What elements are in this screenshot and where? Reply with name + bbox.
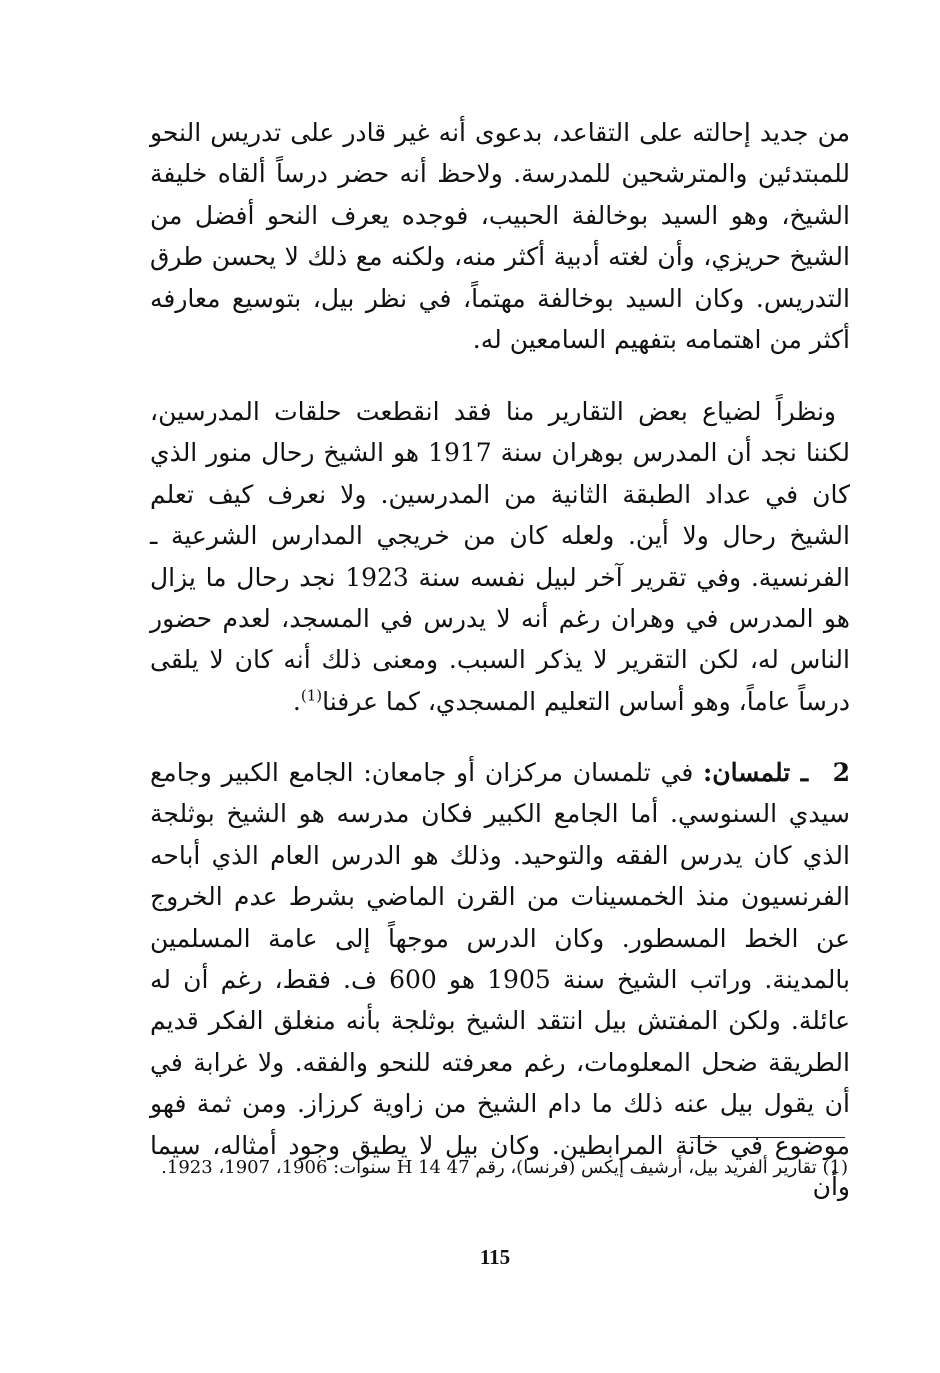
paragraph-3-body bbox=[150, 752, 850, 1207]
paragraph-1-text: من جديد إحالته على التقاعد، بدعوى أنه غير قادر على تدريس النحو للمبتدئين والمترشحين للمدرسة. ولاحظ أنه حضر درساً ألقاه خليفة الشيخ، وهو السيد بوخالفة الحبيب، فوجده يعرف النحو أفضل من الشيخ حريزي، وأن لغته أدبية أكثر منه، ولكنه مع ذلك لا يحسن طرق التدريس. وكان السيد بوخالفة مهتماً، في نظر بيل، بتوسيع معارفه أكثر من اهتمامه بتفهيم السامعين له. bbox=[150, 118, 850, 355]
paragraph-2-indent bbox=[836, 397, 850, 426]
page-number: 115 bbox=[479, 1245, 511, 1269]
paragraph-3-text: في تلمسان مركزان أو جامعان: الجامع الكبير وجامع سيدي السنوسي. أما الجامع الكبير فكان مدرسه هو الشيخ بوثلجة الذي كان يدرس الفقه والتوحيد. وذلك هو الدرس العام الذي أباحه الفرنسيون منذ الخمسينات من القرن الماضي بشرط عدم الخروج عن الخط المسطور. وكان الدرس موجهاً إلى عامة المسلمين بالمدينة. وراتب الشيخ سنة 1905 هو 600 ف. فقط، رغم أن له عائلة. ولكن المفتش بيل انتقد الشيخ بوثلجة بأنه منغلق الفكر قديم الطريقة ضحل المعلومات، رغم معرفته للنحو والفقه. ولا غرابة في أن يقول بيل عنه ذلك ما دام الشيخ من زاوية كرزاز. ومن ثمة فهو موضوع في خانة المرابطين. وكان بيل لا يطيق وجود أمثاله، سيما وأن bbox=[150, 758, 850, 1202]
paragraph-2-end: . bbox=[292, 686, 301, 716]
paragraph-2-text: ونظراً لضياع بعض التقارير منا فقد انقطعت حلقات المدرسين، لكننا نجد أن المدرس بوهران سنة 1917 هو الشيخ رحال منور الذي كان في عداد الطبقة الثانية من المدرسين. ولا نعرف كيف تعلم الشيخ رحال ولا أين. ولعله كان من خريجي المدارس الشرعية ـ الفرنسية. وفي تقرير آخر لبيل نفسه سنة 1923 نجد رحال ما يزال هو المدرس في وهران رغم أنه لا يدرس في المسجد، لعدم حضور الناس له، لكن التقرير لا يذكر السبب. ومعنى ذلك أنه كان لا يلقى درساً عاماً، وهو أساس التعليم المسجدي، كما عرفنا bbox=[150, 397, 850, 716]
paragraph-2 bbox=[150, 391, 850, 722]
footnote-divider bbox=[690, 1137, 845, 1138]
paragraph-3 bbox=[150, 752, 850, 1207]
paragraph-1 bbox=[150, 112, 850, 360]
footnote-reference[interactable]: (1) bbox=[300, 686, 323, 705]
paragraph-3-indent bbox=[819, 758, 833, 787]
section-label-tlemcen: 2 ـ تلمسان: bbox=[703, 758, 850, 787]
footnote: (1) تقارير ألفريد بيل، أرشيف إيكس (فرنسا)، رقم 47 H 14 سنوات: 1906، 1907، 1923. bbox=[161, 1157, 848, 1178]
paragraph-2-body bbox=[150, 391, 850, 722]
